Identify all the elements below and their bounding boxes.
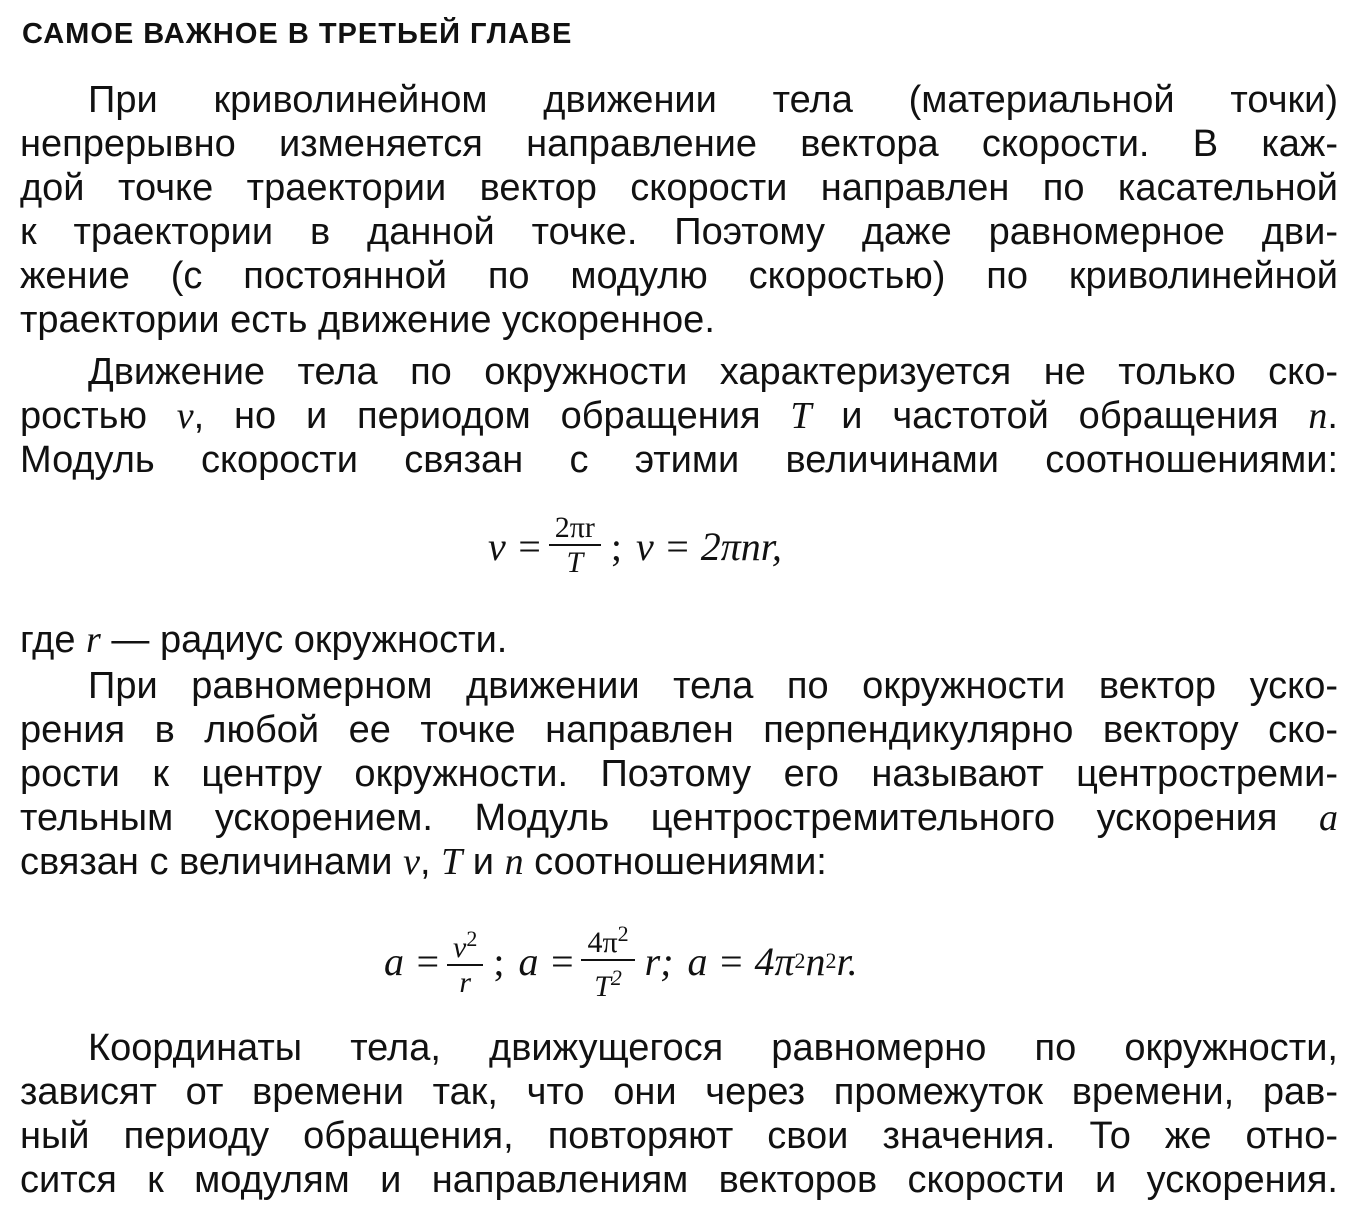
- paragraph-curvilinear-motion: [20, 78, 1338, 342]
- paragraph-periodic-coordinates: [20, 1026, 1338, 1202]
- chapter-summary-heading: САМОЕ ВАЖНОЕ В ТРЕТЬЕЙ ГЛАВЕ: [22, 18, 573, 50]
- text-line: При равномерном движении тела по окружности вектор уско-: [88, 665, 1338, 707]
- text-line: Координаты тела, движущегося равномерно по окружности,: [88, 1027, 1338, 1069]
- formula-velocity: v = $\frac{2\pi r}{T}$ ; v = 2πnr,: [488, 511, 782, 579]
- text-line: рости к центру окружности. Поэтому его называют центростреми-: [20, 753, 1338, 795]
- fraction-4pi2-over-T2: $\frac{4\pi^2}{T^2}$: [581, 918, 634, 1004]
- paragraph-radius-definition: [20, 618, 1338, 662]
- text-line: ный периоду обращения, повторяют свои значения. То же отно-: [20, 1115, 1338, 1157]
- var-v: v: [176, 395, 194, 437]
- var-n: n: [1308, 395, 1328, 437]
- paragraph-circular-motion: [20, 350, 1338, 482]
- text-line: ростью v, но и периодом обращения T и частотой обращения n.: [20, 395, 1338, 437]
- text-line: тельным ускорением. Модуль центростремительного ускорения a: [20, 797, 1338, 839]
- fraction-2pir-over-T: $\frac{2\pi r}{T}$: [549, 512, 601, 580]
- text-line: рения в любой ее точке направлен перпендикулярно вектору ско-: [20, 709, 1338, 751]
- text-line: Движение тела по окружности характеризуется не только ско-: [88, 351, 1338, 393]
- text-line: сится к модулям и направлениям векторов скорости и ускорения.: [20, 1159, 1338, 1201]
- text-line: непрерывно изменяется направление вектора скорости. В каж-: [20, 123, 1338, 165]
- text-line: жение (с постоянной по модулю скоростью) по криволинейной: [20, 255, 1338, 297]
- paragraph-centripetal-acceleration: [20, 664, 1338, 884]
- var-a: a: [1319, 797, 1338, 839]
- text-line: зависят от времени так, что они через промежуток времени, рав-: [20, 1071, 1338, 1113]
- text-line: где r — радиус окружности.: [20, 619, 508, 661]
- text-line: При криволинейном движении тела (материальной точки): [88, 79, 1338, 121]
- formula-acceleration: a = $\frac{v^2}{r}$ ; a = $\frac{4\pi^2}{T^2}$ r; a = 4π 2 n 2 r.: [384, 918, 858, 1004]
- text-line: Модуль скорости связан с этими величинами соотношениями:: [20, 439, 1338, 481]
- text-line: к траектории в данной точке. Поэтому даже равномерное дви-: [20, 211, 1338, 253]
- text-line: связан с величинами v, T и n соотношениями:: [20, 841, 827, 883]
- text-line: дой точке траектории вектор скорости направлен по касательной: [20, 167, 1338, 209]
- text-line: траектории есть движение ускоренное.: [20, 299, 715, 341]
- var-T: T: [790, 395, 812, 437]
- var-r: r: [86, 619, 101, 661]
- fraction-v2-over-r: $\frac{v^2}{r}$: [447, 923, 483, 1000]
